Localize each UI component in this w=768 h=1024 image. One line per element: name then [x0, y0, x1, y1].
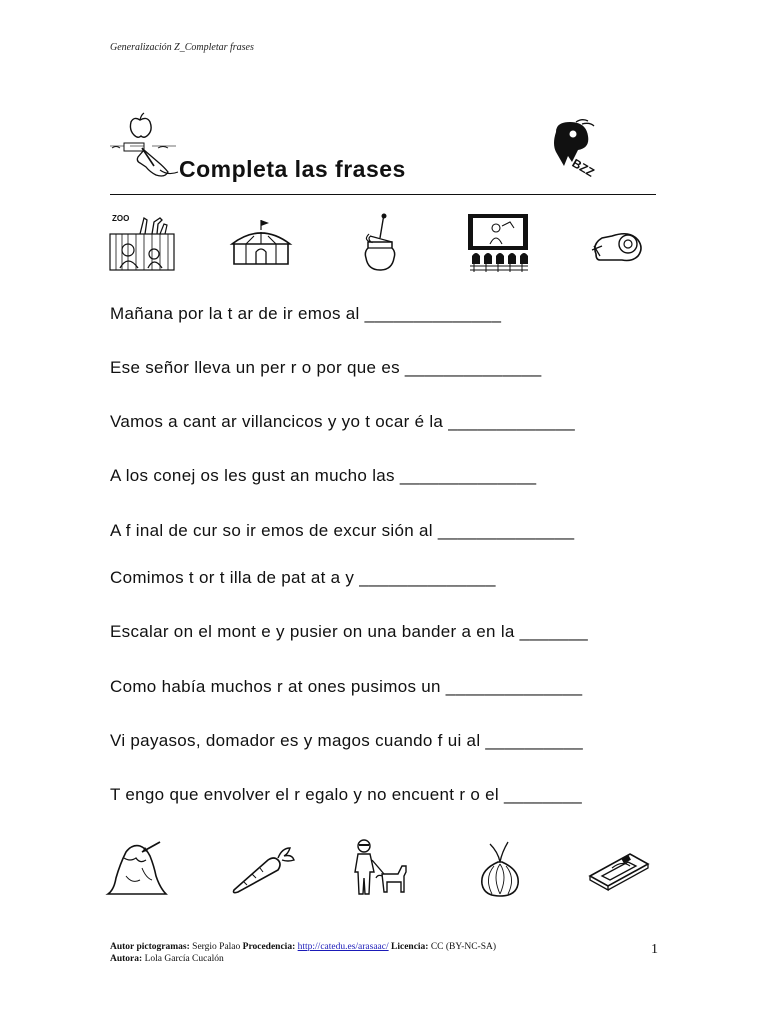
tape-dispenser-icon — [590, 226, 646, 264]
footer-line-2 — [110, 953, 496, 965]
footer-author-label: Autor pictogramas: — [110, 942, 190, 952]
hand-writing-apple-icon — [108, 110, 180, 182]
page-number: 1 — [651, 942, 658, 957]
footer-source-link[interactable]: http://catedu.es/arasaac/ — [297, 942, 389, 952]
sentence-2: Ese señor lleva un per r o por que es ______________ — [110, 358, 542, 377]
circus-tent-icon — [228, 218, 294, 268]
sentence-3: Vamos a cant ar villancicos y yo t ocar é la _____________ — [110, 412, 576, 431]
cinema-icon — [466, 212, 530, 274]
blind-man-guide-dog-icon — [348, 838, 410, 898]
footer-authora-label: Autora: — [110, 954, 143, 964]
onion-icon — [476, 840, 524, 898]
zoo-icon — [108, 210, 178, 272]
sentence-7: Escalar on el mont e y pusier on una bander a en la _______ — [110, 622, 588, 641]
footer-line-1 — [110, 941, 496, 953]
mousetrap-icon — [588, 848, 650, 888]
sentence-8: Como había muchos r at ones pusimos un ______________ — [110, 677, 583, 696]
footer-credits — [110, 941, 496, 965]
sentence-5: A f inal de cur so ir emos de excur sión al ______________ — [110, 521, 575, 540]
footer-source-label: Procedencia: — [242, 942, 296, 952]
sentence-6: Comimos t or t illa de pat at a y ______________ — [110, 568, 496, 587]
title-divider — [110, 194, 656, 195]
zoo-label: ZOO — [112, 214, 130, 223]
footer-authora-value: Lola García Cucalón — [142, 954, 224, 964]
mountain-flag-icon — [106, 838, 168, 898]
sentence-10: T engo que envolver el r egalo y no encuent r o el ________ — [110, 785, 582, 804]
footer-author-value: Sergio Palao — [189, 942, 243, 952]
sentence-9: Vi payasos, domador es y magos cuando f ui al __________ — [110, 731, 583, 750]
sentence-4: A los conej os les gust an mucho las ______________ — [110, 466, 537, 485]
bzz-text: BZZ — [569, 155, 597, 180]
header-note: Generalización Z_Completar frases — [110, 42, 254, 53]
carrot-icon — [228, 844, 296, 894]
bee-bzz-icon — [546, 118, 606, 180]
footer-license-label: Licencia: — [388, 942, 429, 952]
tambourine-jar-icon — [360, 212, 400, 274]
footer-license-value: CC (BY-NC-SA) — [428, 942, 497, 952]
page-title: Completa las frases — [179, 156, 406, 182]
sentence-1: Mañana por la t ar de ir emos al ______________ — [110, 304, 502, 323]
